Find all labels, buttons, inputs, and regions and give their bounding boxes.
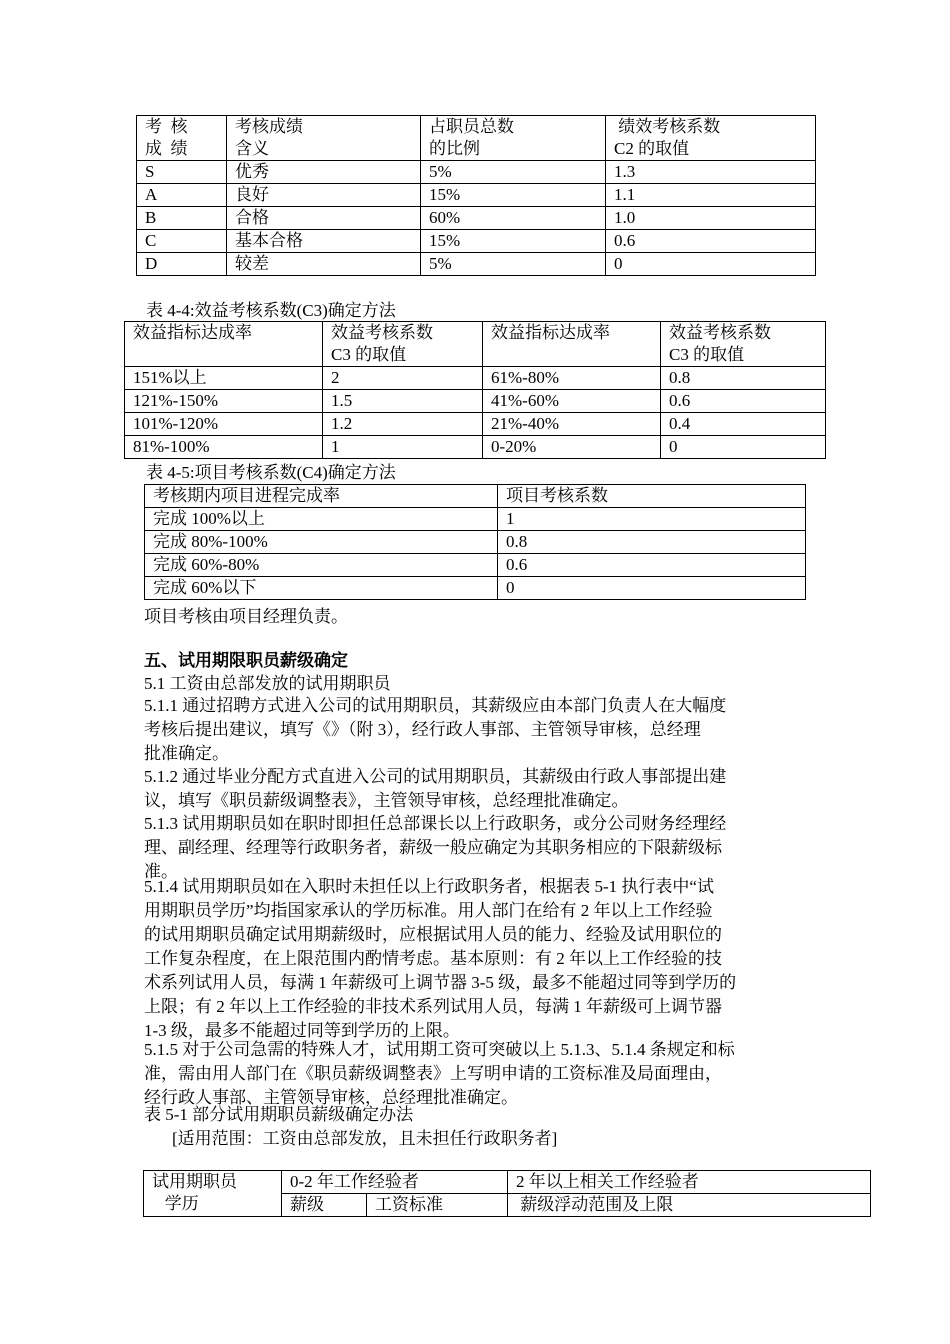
- table-cell: 基本合格: [227, 230, 421, 253]
- table-cell: 0.8: [498, 531, 806, 554]
- paragraph-5-1-5: [144, 1038, 808, 1110]
- table-cell: 121%-150%: [125, 390, 323, 413]
- table-cell: 0.8: [661, 367, 826, 390]
- table-cell: 81%-100%: [125, 436, 323, 459]
- table-row: [145, 577, 806, 600]
- paragraph-line: 5.1.3 试用期职员如在职时即担任总部课长以上行政职务，或分公司财务经理经: [144, 814, 727, 833]
- table-cell: A: [137, 184, 227, 207]
- header-cell: 2 年以上相关工作经验者: [508, 1171, 871, 1194]
- header-cell: 考 核 成 绩: [137, 116, 227, 161]
- table-header-row: [137, 116, 816, 161]
- paragraph-line: 上限；有 2 年以上工作经验的非技术系列试用人员，每满 1 年薪级可上调节器: [144, 997, 722, 1016]
- table-cell: 21%-40%: [483, 413, 661, 436]
- paragraph-line: 5.1.5 对于公司急需的特殊人才，试用期工资可突破以上 5.1.3、5.1.4 条规定和标: [144, 1040, 735, 1059]
- table-caption: 表 4-5:项目考核系数(C4)确定方法: [146, 463, 396, 482]
- table-cell: 61%-80%: [483, 367, 661, 390]
- table-cell: 良好: [227, 184, 421, 207]
- paragraph-line: 术系列试用人员，每满 1 年薪级可上调节器 3-5 级，最多不能超过同等到学历的: [144, 973, 737, 992]
- paragraph-line: 5.1.1 通过招聘方式进入公司的试用期职员，其薪级应由本部门负责人在大幅度: [144, 696, 727, 715]
- header-cell: 考核期内项目进程完成率: [145, 485, 498, 508]
- table-cell: 0.6: [661, 390, 826, 413]
- header-cell: 占职员总数 的比例: [421, 116, 606, 161]
- table-cell: 合格: [227, 207, 421, 230]
- header-cell: 效益指标达成率: [483, 322, 661, 367]
- c3-table: [124, 321, 826, 459]
- paragraph-line: 用期职员学历”均指国家承认的学历标准。用人部门在给有 2 年以上工作经验: [144, 901, 713, 920]
- table-cell: 60%: [421, 207, 606, 230]
- paragraph-line: 1-3 级，最多不能超过同等到学历的上限。: [144, 1021, 460, 1040]
- table-caption: 表 5-1 部分试用期职员薪级确定办法: [144, 1105, 414, 1124]
- table-cell: 0: [661, 436, 826, 459]
- table-note: 项目考核由项目经理负责。: [144, 607, 348, 626]
- table-row: [125, 390, 826, 413]
- paragraph-line: 批准确定。: [144, 744, 229, 763]
- table-cell: 完成 60%以下: [145, 577, 498, 600]
- table-cell: 1.1: [606, 184, 816, 207]
- table-row: [137, 161, 816, 184]
- table-header-row: [145, 485, 806, 508]
- section-title: 五、试用期限职员薪级确定: [144, 651, 348, 670]
- table-caption: 表 4-4:效益考核系数(C3)确定方法: [146, 301, 396, 320]
- table-cell: 41%-60%: [483, 390, 661, 413]
- paragraph-line: 准，需由用人部门在《职员薪级调整表》上写明申请的工资标准及局面理由，: [144, 1064, 722, 1083]
- table-cell: D: [137, 253, 227, 276]
- table-row: [145, 554, 806, 577]
- header-cell: 薪级浮动范围及上限: [508, 1194, 871, 1217]
- table-row: [145, 531, 806, 554]
- table-cell: 1.3: [606, 161, 816, 184]
- paragraph-line: 工作复杂程度，在上限范围内酌情考虑。基本原则：有 2 年以上工作经验的技: [144, 949, 722, 968]
- c2-table: [136, 115, 816, 276]
- table-cell: 0: [606, 253, 816, 276]
- header-cell: 绩效考核系数 C2 的取值: [606, 116, 816, 161]
- subsection-title: 5.1 工资由总部发放的试用期职员: [144, 674, 391, 693]
- table-row: [137, 207, 816, 230]
- paragraph-line: 理、副经理、经理等行政职务者，薪级一般应确定为其职务相应的下限薪级标: [144, 838, 722, 857]
- table-cell: 优秀: [227, 161, 421, 184]
- table-cell: 0.6: [498, 554, 806, 577]
- paragraph-line: 准。: [144, 862, 178, 881]
- header-cell: 效益考核系数 C3 的取值: [661, 322, 826, 367]
- table-cell: 2: [323, 367, 483, 390]
- table-header-row: [144, 1171, 871, 1194]
- table-cell: 0.6: [606, 230, 816, 253]
- table-row: [125, 367, 826, 390]
- header-cell: 工资标准: [367, 1194, 508, 1217]
- header-cell: 效益指标达成率: [125, 322, 323, 367]
- table-row: [137, 253, 816, 276]
- table-row: [137, 230, 816, 253]
- paragraph-line: 的试用期职员确定试用期薪级时，应根据试用人员的能力、经验及试用职位的: [144, 925, 722, 944]
- table-cell: 151%以上: [125, 367, 323, 390]
- table-cell: S: [137, 161, 227, 184]
- paragraph-line: 考核后提出建议，填写《》（附 3），经行政人事部、主管领导审核，总经理: [144, 720, 701, 739]
- paragraph-5-1-2: [144, 765, 808, 813]
- table-cell: 0.4: [661, 413, 826, 436]
- paragraph-5-1-3: [144, 812, 808, 884]
- table-cell: 1.5: [323, 390, 483, 413]
- table-cell: 1.0: [606, 207, 816, 230]
- table-cell: 完成 80%-100%: [145, 531, 498, 554]
- table-cell: 101%-120%: [125, 413, 323, 436]
- table-cell: 5%: [421, 161, 606, 184]
- table-5-1: [143, 1170, 871, 1217]
- paragraph-5-1-4: [144, 875, 808, 1043]
- table-cell: 0: [498, 577, 806, 600]
- paragraph-line: 议，填写《职员薪级调整表》，主管领导审核，总经理批准确定。: [144, 791, 629, 810]
- table-cell: C: [137, 230, 227, 253]
- paragraph-5-1-1: [144, 694, 808, 766]
- table-cell: 5%: [421, 253, 606, 276]
- header-cell: 0-2 年工作经验者: [282, 1171, 508, 1194]
- table-cell: 15%: [421, 184, 606, 207]
- header-cell: 试用期职员 学历: [144, 1171, 282, 1217]
- paragraph-line: 5.1.2 通过毕业分配方式直进入公司的试用期职员，其薪级由行政人事部提出建: [144, 767, 727, 786]
- table-cell: 1: [498, 508, 806, 531]
- header-cell: 效益考核系数 C3 的取值: [323, 322, 483, 367]
- table-cell: 完成 60%-80%: [145, 554, 498, 577]
- table-cell: B: [137, 207, 227, 230]
- table-row: [125, 436, 826, 459]
- header-cell: 项目考核系数: [498, 485, 806, 508]
- table-row: [125, 413, 826, 436]
- header-cell: 薪级: [282, 1194, 367, 1217]
- paragraph-line: 经行政人事部、主管领导审核，总经理批准确定。: [144, 1088, 518, 1107]
- table-cell: 15%: [421, 230, 606, 253]
- scope-note: [适用范围：工资由总部发放，且未担任行政职务者]: [172, 1129, 558, 1148]
- table-cell: 0-20%: [483, 436, 661, 459]
- header-cell: 考核成绩 含义: [227, 116, 421, 161]
- table-header-row: [125, 322, 826, 367]
- table-cell: 完成 100%以上: [145, 508, 498, 531]
- c4-table: [144, 484, 806, 600]
- paragraph-line: 5.1.4 试用期职员如在入职时未担任以上行政职务者，根据表 5-1 执行表中“试: [144, 877, 714, 896]
- table-row: [137, 184, 816, 207]
- table-cell: 1.2: [323, 413, 483, 436]
- table-row: [145, 508, 806, 531]
- table-cell: 1: [323, 436, 483, 459]
- table-cell: 较差: [227, 253, 421, 276]
